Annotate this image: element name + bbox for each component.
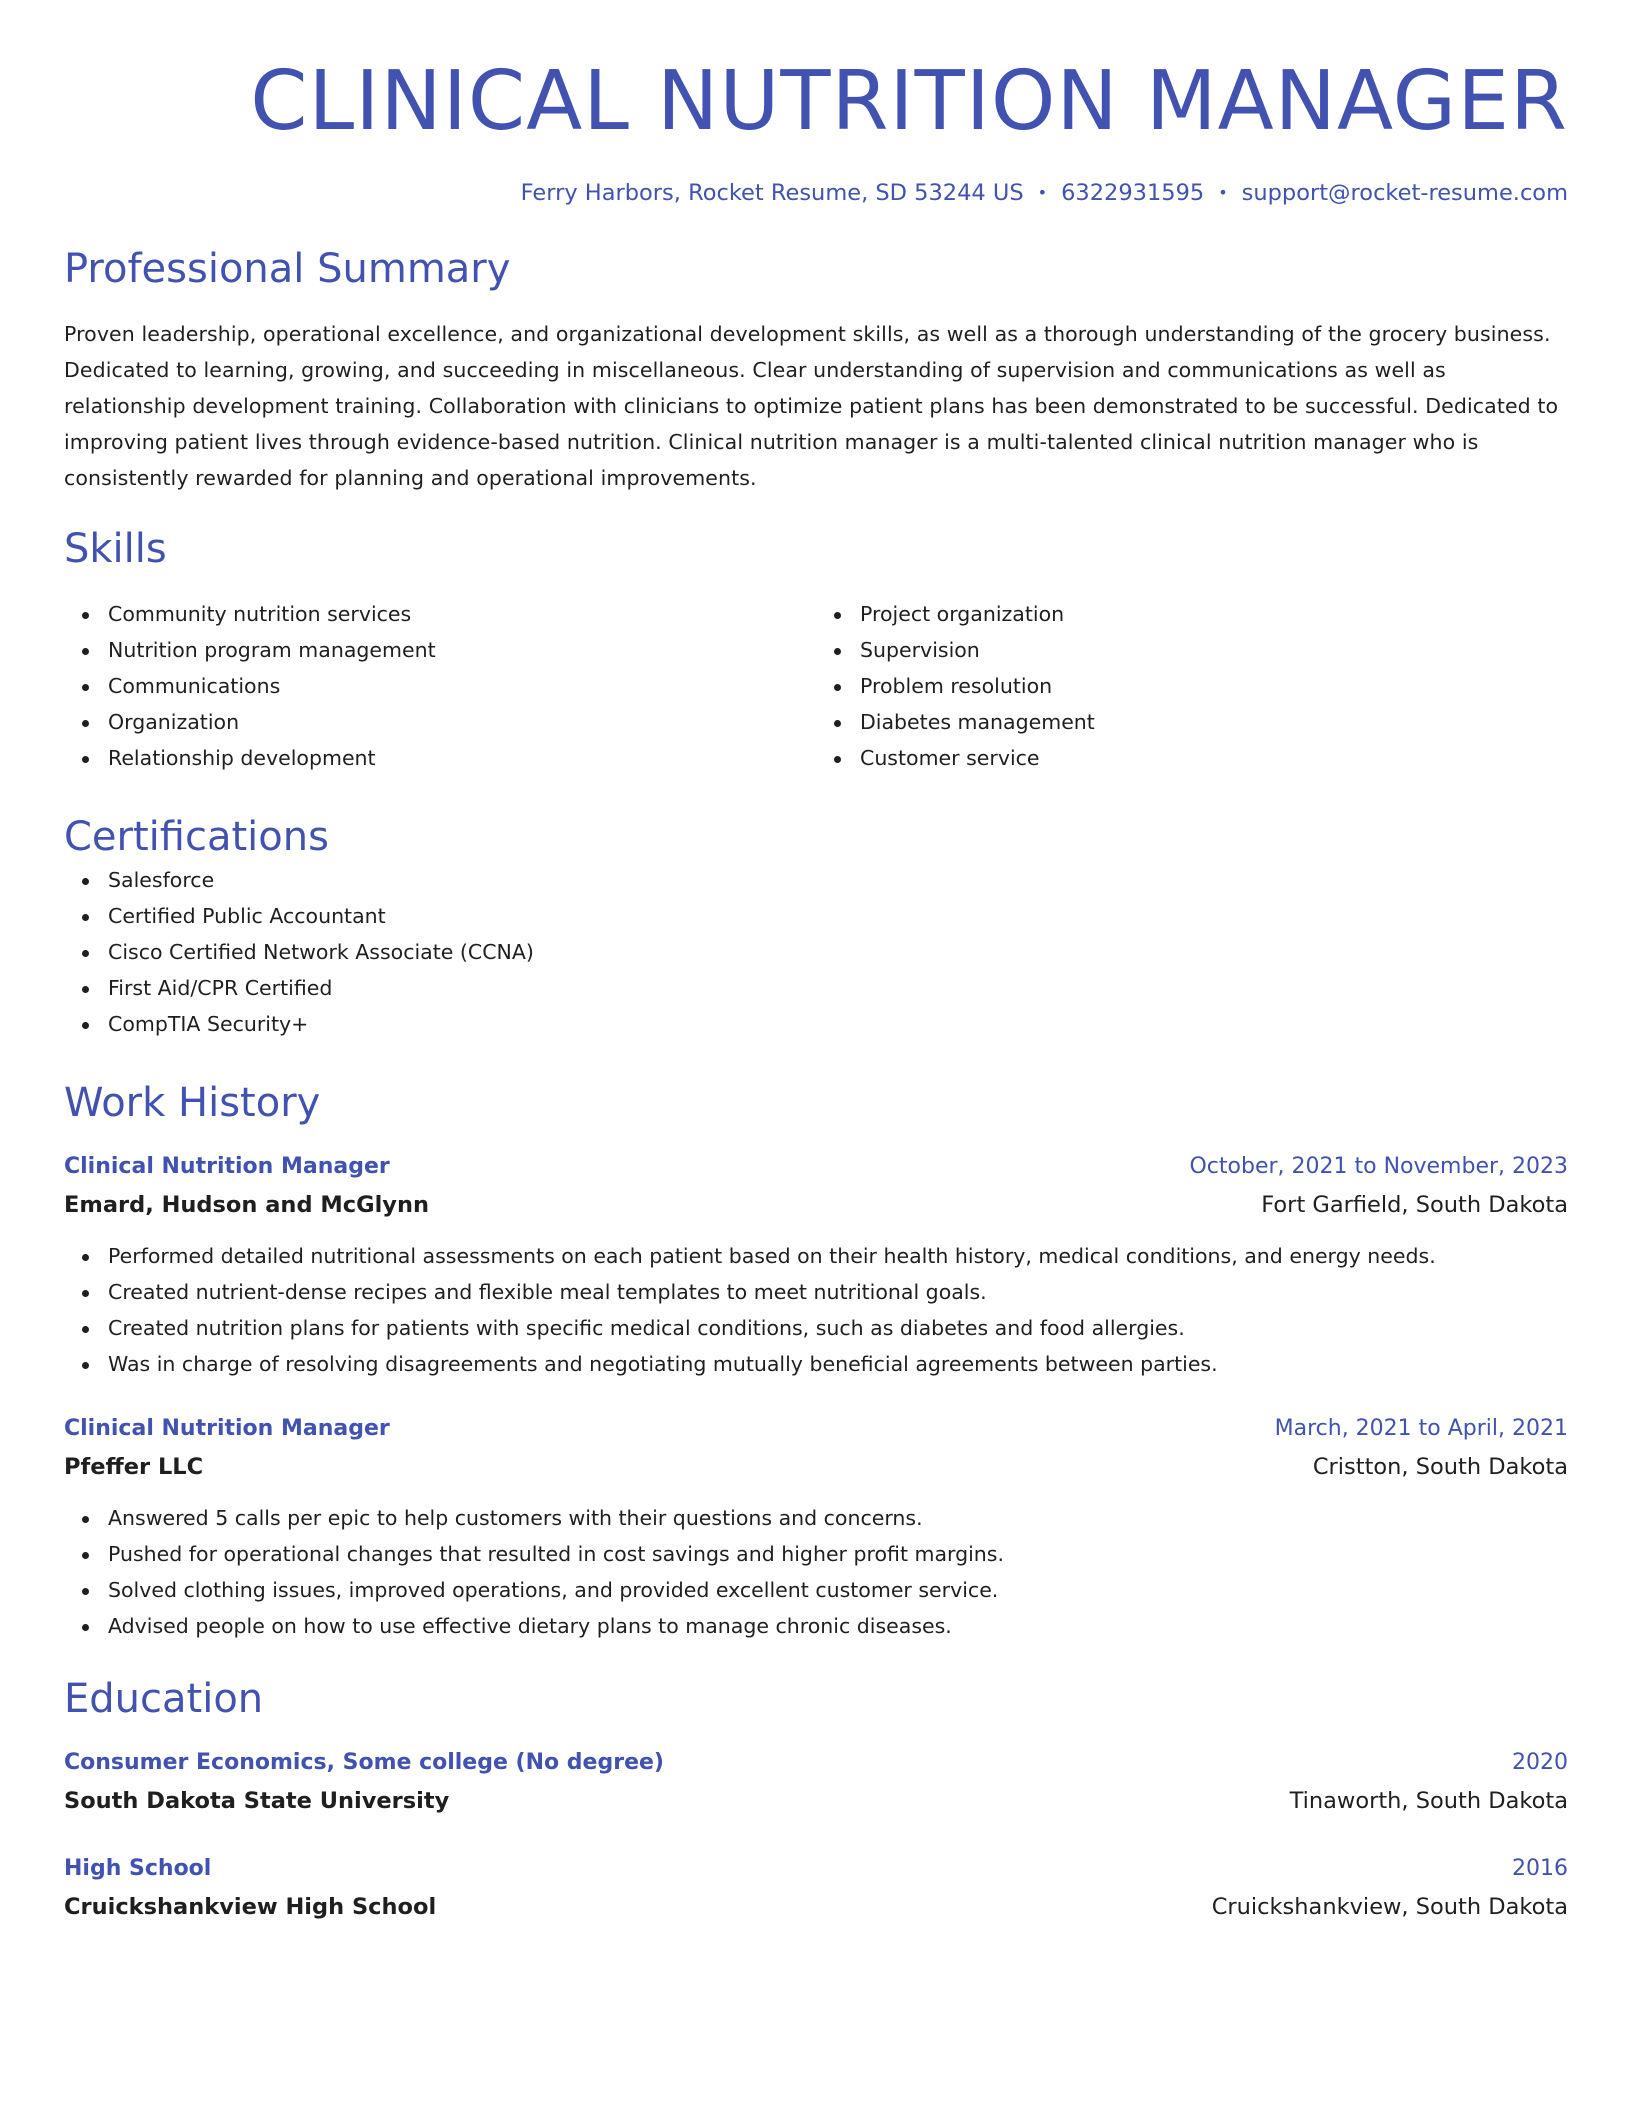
summary-text: Proven leadership, operational excellence, and organizational development skills, as well as a thorough understanding of the grocery business. Dedicated to learning, growing, and succeeding in miscellaneous. Clear understanding of supervision and communications as well as relationship development training. Collaboration with clinicians to optimize patient plans has been demonstrated to be successful. Dedicated to improving patient lives through evidence-based nutrition. Clinical nutrition manager is a multi-talented clinical nutrition manager who is consistently rewarded for planning and operational improvements. (64, 322, 1559, 490)
job-employer-row (64, 1448, 1568, 1486)
skill-item: Customer service (860, 740, 1568, 776)
education-header-row (64, 1744, 1568, 1782)
job-title: Clinical Nutrition Manager (64, 1154, 390, 1179)
certifications-list (64, 862, 1568, 1042)
job-location: Cristton, South Dakota (1312, 1454, 1568, 1480)
job-entry (64, 1410, 1568, 1644)
summary-heading: Professional Summary (64, 246, 511, 292)
education-location: Cruickshankview, South Dakota (1211, 1894, 1568, 1920)
skill-item: Problem resolution (860, 668, 1568, 704)
certification-item: First Aid/CPR Certified (108, 970, 1568, 1006)
education-entry (64, 1850, 1568, 1926)
education-location: Tinaworth, South Dakota (1289, 1788, 1568, 1814)
skills-heading: Skills (64, 526, 167, 572)
skills-list (64, 596, 1568, 776)
education-degree: High School (64, 1856, 212, 1881)
skill-item: Community nutrition services (108, 596, 816, 632)
skill-item: Diabetes management (860, 704, 1568, 740)
job-bullet: Created nutrient-dense recipes and flexible meal templates to meet nutritional goals. (108, 1274, 1568, 1310)
contact-email: support@rocket-resume.com (1241, 180, 1568, 206)
job-bullets (64, 1500, 1568, 1644)
education-school-row (64, 1782, 1568, 1820)
skill-item: Nutrition program management (108, 632, 816, 668)
job-bullets (64, 1238, 1568, 1382)
job-employer: Emard, Hudson and McGlynn (64, 1192, 429, 1218)
certification-item: Cisco Certified Network Associate (CCNA) (108, 934, 1568, 970)
job-header-row (64, 1148, 1568, 1186)
resume-title: CLINICAL NUTRITION MANAGER (250, 54, 1568, 149)
skill-item: Project organization (860, 596, 1568, 632)
contact-phone: 6322931595 (1061, 180, 1205, 206)
certifications-heading: Certifications (64, 814, 329, 860)
education-header-row (64, 1850, 1568, 1888)
skills-column-right (816, 596, 1568, 776)
education-school: South Dakota State University (64, 1788, 450, 1814)
skill-item: Communications (108, 668, 816, 704)
job-bullet: Advised people on how to use effective dietary plans to manage chronic diseases. (108, 1608, 1568, 1644)
contact-address: Ferry Harbors, Rocket Resume, SD 53244 US (520, 180, 1024, 206)
job-bullet: Performed detailed nutritional assessments on each patient based on their health history, medical conditions, and energy needs. (108, 1238, 1568, 1274)
contact-line (64, 178, 1568, 208)
contact-separator: • (1218, 183, 1228, 202)
job-bullet: Created nutrition plans for patients with specific medical conditions, such as diabetes and food allergies. (108, 1310, 1568, 1346)
job-employer-row (64, 1186, 1568, 1224)
education-year: 2016 (1512, 1856, 1568, 1881)
job-bullet: Pushed for operational changes that resulted in cost savings and higher profit margins. (108, 1536, 1568, 1572)
education-degree: Consumer Economics, Some college (No degree) (64, 1750, 664, 1775)
job-dates: March, 2021 to April, 2021 (1274, 1416, 1568, 1441)
skill-item: Organization (108, 704, 816, 740)
job-entry (64, 1148, 1568, 1382)
education-year: 2020 (1512, 1750, 1568, 1775)
job-bullet: Answered 5 calls per epic to help customers with their questions and concerns. (108, 1500, 1568, 1536)
job-employer: Pfeffer LLC (64, 1454, 204, 1480)
work-history-heading: Work History (64, 1080, 321, 1126)
education-entry (64, 1744, 1568, 1820)
certification-item: CompTIA Security+ (108, 1006, 1568, 1042)
skills-column-left (64, 596, 816, 776)
skill-item: Relationship development (108, 740, 816, 776)
contact-separator: • (1037, 183, 1048, 202)
skill-item: Supervision (860, 632, 1568, 668)
education-school-row (64, 1888, 1568, 1926)
certification-item: Salesforce (108, 862, 1568, 898)
job-header-row (64, 1410, 1568, 1448)
job-bullet: Solved clothing issues, improved operations, and provided excellent customer service. (108, 1572, 1568, 1608)
job-dates: October, 2021 to November, 2023 (1189, 1154, 1568, 1179)
job-bullet: Was in charge of resolving disagreements and negotiating mutually beneficial agreements between parties. (108, 1346, 1568, 1382)
education-heading: Education (64, 1676, 264, 1722)
job-location: Fort Garfield, South Dakota (1261, 1192, 1568, 1218)
job-title: Clinical Nutrition Manager (64, 1416, 390, 1441)
certification-item: Certified Public Accountant (108, 898, 1568, 934)
education-school: Cruickshankview High School (64, 1894, 437, 1920)
